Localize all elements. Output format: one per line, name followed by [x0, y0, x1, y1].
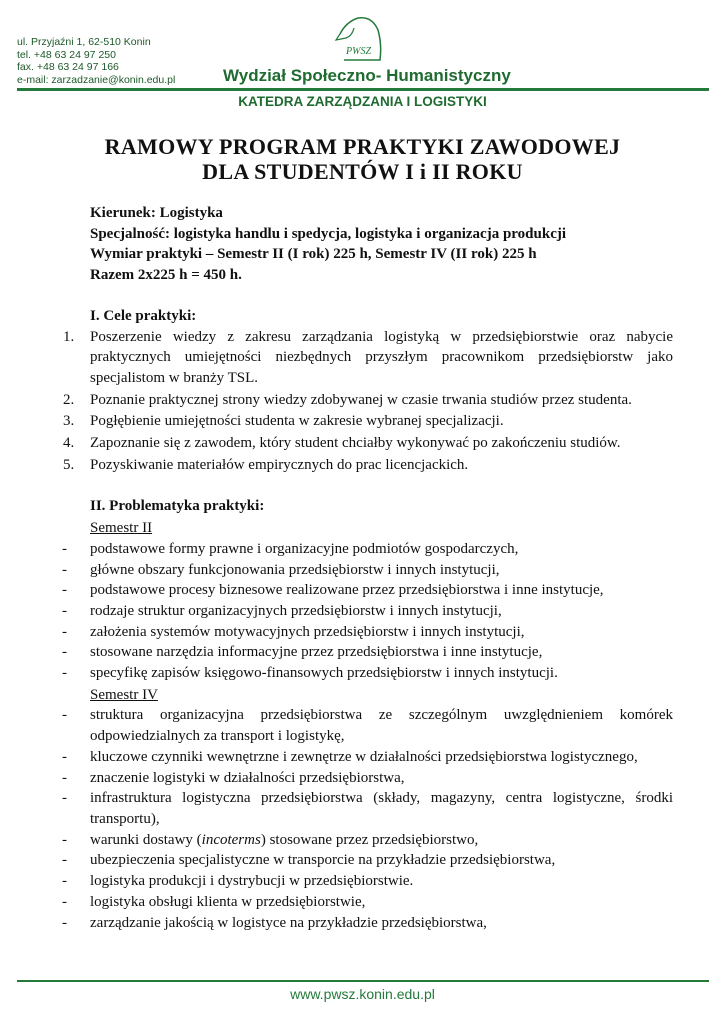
section-heading: I. Cele praktyki: [90, 307, 197, 324]
footer-divider [17, 980, 709, 982]
phone-line: tel. +48 63 24 97 250 [17, 48, 116, 61]
specialization: Specjalność: logistyka handlu i spedycja, logistyka i organizacja produkcji [90, 225, 567, 242]
document-body [62, 203, 673, 933]
internship-hours: Wymiar praktyki – Semestr II (I rok) 225 h, Semestr IV (II rok) 225 h [90, 246, 537, 263]
fax-line: fax. +48 63 24 97 166 [17, 61, 119, 73]
field-of-study: Kierunek: Logistyka [90, 205, 223, 221]
semester-label: Semestr II [90, 520, 153, 537]
address-line: ul. Przyjaźni 1, 62-510 Konin [17, 36, 151, 48]
list-item: - logistyka obsługi klienta w przedsiębiorstwie, [62, 893, 366, 910]
title-line: DLA STUDENTÓW I i II ROKU [202, 159, 523, 184]
semester-4-list [62, 705, 673, 933]
total-hours: Razem 2x225 h = 450 h. [90, 267, 242, 284]
list-item: - założenia systemów motywacyjnych przedsiębiorstw i innych instytucji, [62, 623, 525, 640]
goals-list [63, 327, 673, 476]
list-item: - specyfikę zapisów księgowo-finansowych przedsiębiorstw i innych instytucji. [62, 665, 558, 682]
list-item: - kluczowe czynniki wewnętrzne i zewnętrze w działalności przedsiębiorstwa logistycznego, [62, 748, 638, 765]
section-heading: II. Problematyka praktyki: [90, 498, 265, 515]
list-item: - stosowane narzędzia informacyjne przez przedsiębiorstwa i inne instytucje, [62, 644, 543, 661]
footer-url: www.pwsz.konin.edu.pl [290, 986, 435, 1002]
pwsz-horse-logo-icon [332, 14, 390, 64]
department-name: KATEDRA ZARZĄDZANIA I LOGISTYKI [238, 94, 487, 109]
list-item: - warunki dostawy (incoterms) stosowane przez przedsiębiorstwo, [62, 831, 479, 848]
list-item: - logistyka produkcji i dystrybucji w przedsiębiorstwie. [62, 873, 414, 890]
contact-address [17, 36, 175, 86]
semester-label: Semestr IV [90, 686, 158, 703]
list-item: - podstawowe formy prawne i organizacyjne podmiotów gospodarczych, [62, 540, 519, 557]
list-item: 2. Poznanie praktycznej strony wiedzy zdobywanej w czasie trwania studiów przez studenta. [63, 391, 632, 408]
email-line: e-mail: zarzadzanie@konin.edu.pl [17, 73, 176, 86]
list-item: 1. Poszerzenie wiedzy z zakresu zarządzania logistyką w przedsiębiorstwie oraz nabycie praktycznych umiejętności niezbędnych przyszłym pracownikom przedsiębiorstw jako specjalistom w branży TSL. [63, 328, 673, 386]
list-item: 4. Zapoznanie się z zawodem, który student chciałby wykonywać po zakończeniu studiów. [63, 435, 621, 452]
list-item: - rodzaje struktur organizacyjnych przedsiębiorstw i innych instytucji, [62, 602, 502, 619]
list-item: 5. Pozyskiwanie materiałów empirycznych do prac licencjackich. [63, 456, 469, 473]
title-line: RAMOWY PROGRAM PRAKTYKI ZAWODOWEJ [104, 134, 621, 159]
svg-text:PWSZ: PWSZ [346, 46, 371, 57]
faculty-name: Wydział Społeczno- Humanistyczny [223, 66, 511, 85]
header-divider [17, 88, 709, 91]
list-item: - zarządzanie jakością w logistyce na przykładzie przedsiębiorstwa, [62, 914, 487, 931]
semester-2-list [62, 539, 673, 684]
list-item: - główne obszary funkcjonowania przedsiębiorstw i innych instytucji, [62, 561, 500, 578]
list-item: - struktura organizacyjna przedsiębiorstwa ze szczególnym uwzględnieniem komórek odpowiedzialnych za transport i logistykę, [62, 707, 673, 745]
list-item: - podstawowe procesy biznesowe realizowane przez przedsiębiorstwa i inne instytucje, [62, 582, 604, 599]
list-item: - ubezpieczenia specjalistyczne w transporcie na przykładzie przedsiębiorstwa, [62, 852, 556, 869]
list-item: - infrastruktura logistyczna przedsiębiorstwa (składy, magazyny, centra logistyczne, środki transportu), [62, 790, 673, 827]
list-item: - znaczenie logistyki w działalności przedsiębiorstwa, [62, 769, 405, 786]
list-item: 3. Pogłębienie umiejętności studenta w zakresie wybranej specjalizacji. [63, 413, 504, 430]
document-title [0, 134, 725, 184]
